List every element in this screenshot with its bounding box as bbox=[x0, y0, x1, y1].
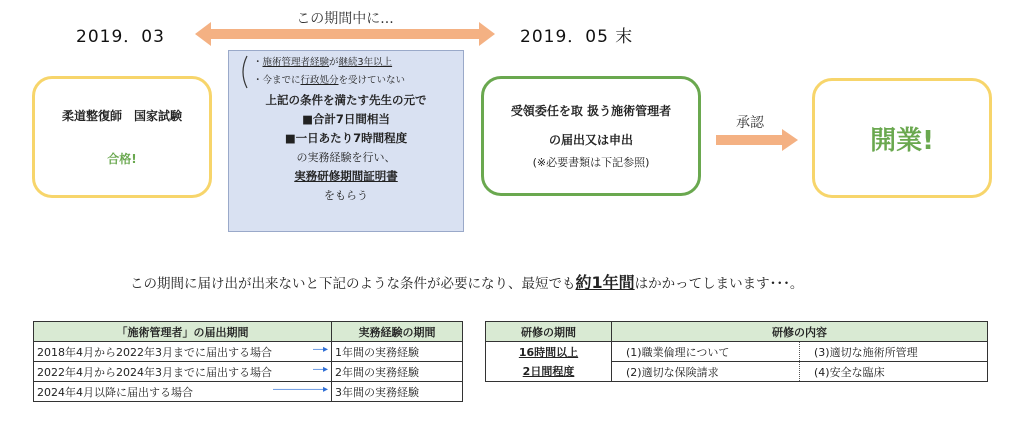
arrow-right-icon: ―▸ bbox=[312, 343, 328, 355]
exam-title: 柔道整復師 国家試験 bbox=[61, 109, 182, 123]
period-double-arrow bbox=[195, 22, 495, 46]
table-row bbox=[486, 362, 988, 382]
period-label: この期間中に... bbox=[296, 11, 394, 27]
approval-label: 承認 bbox=[736, 115, 764, 131]
end-date: 2019．05 末 bbox=[520, 27, 634, 47]
center-line-3: ■一日あたり7時間程度 bbox=[284, 131, 408, 145]
sentence-after: はかかってしまいます･･･。 bbox=[634, 276, 804, 292]
training-content-1: (1)職業倫理について bbox=[612, 342, 800, 362]
table-row bbox=[34, 342, 463, 362]
center-line-6: をもらう bbox=[324, 189, 368, 202]
sentence-before: この期間に届け出が出来ないと下記のような条件が必要になり、最短でも bbox=[130, 276, 576, 292]
conditions-notes bbox=[253, 54, 405, 90]
filing-period-cell: 2024年4月以降に届出する場合 ―――――▸ bbox=[34, 382, 332, 402]
submission-box bbox=[481, 76, 701, 196]
filing-period-table bbox=[33, 321, 463, 402]
training-content-3: (3)適切な施術所管理 bbox=[800, 342, 988, 362]
center-line-4: の実務経験を行い、 bbox=[296, 151, 396, 164]
training-content-4: (4)安全な臨床 bbox=[800, 362, 988, 382]
sentence-emphasis: 約1年間 bbox=[575, 273, 635, 292]
filing-period-cell: 2018年4月から2022年3月までに届出する場合 ―▸ bbox=[34, 342, 332, 362]
training-header-content: 研修の内容 bbox=[612, 322, 988, 342]
condition-line-2: ・今までに行政処分を受けていない bbox=[253, 75, 406, 86]
training-table bbox=[485, 321, 988, 382]
training-duration-hours: 16時間以上 bbox=[486, 342, 612, 362]
experience-cell: 3年間の実務経験 bbox=[332, 382, 463, 402]
center-line-5: 実務研修期間証明書 bbox=[294, 169, 398, 183]
warning-sentence bbox=[130, 270, 803, 293]
training-header-duration: 研修の期間 bbox=[486, 322, 612, 342]
submission-line-2: の届出又は申出 bbox=[548, 133, 633, 147]
center-line-1: 上記の条件を満たす先生の元で bbox=[265, 93, 427, 107]
training-duration-days: 2日間程度 bbox=[486, 362, 612, 382]
filing-header-period: 「施術管理者」の届出期間 bbox=[34, 322, 332, 342]
start-date: 2019．03 bbox=[76, 27, 165, 47]
submission-line-1: 受領委任を取 扱う施術管理者 bbox=[510, 104, 672, 118]
opening-text: 開業! bbox=[870, 125, 934, 156]
exam-box bbox=[32, 76, 212, 198]
table-row bbox=[34, 382, 463, 402]
experience-cell: 1年間の実務経験 bbox=[332, 342, 463, 362]
table-row bbox=[34, 362, 463, 382]
filing-header-experience: 実務経験の期間 bbox=[332, 322, 463, 342]
training-content-2: (2)適切な保険請求 bbox=[612, 362, 800, 382]
experience-cell: 2年間の実務経験 bbox=[332, 362, 463, 382]
table-row bbox=[486, 342, 988, 362]
condition-line-1: ・施術管理者経験が継続3年以上 bbox=[253, 57, 393, 68]
approval-arrow bbox=[716, 129, 798, 151]
exam-result: 合格! bbox=[107, 152, 137, 166]
filing-period-cell: 2022年4月から2024年3月までに届出する場合 ―▸ bbox=[34, 362, 332, 382]
center-line-2: ■合計7日間相当 bbox=[302, 112, 390, 126]
paren-bracket-icon bbox=[237, 55, 249, 89]
arrow-right-icon: ―――――▸ bbox=[272, 383, 328, 395]
conditions-box bbox=[228, 50, 464, 232]
submission-line-3: (※必要書類は下記参照) bbox=[532, 156, 650, 169]
opening-box bbox=[812, 78, 992, 198]
arrow-right-icon: ―▸ bbox=[312, 363, 328, 375]
